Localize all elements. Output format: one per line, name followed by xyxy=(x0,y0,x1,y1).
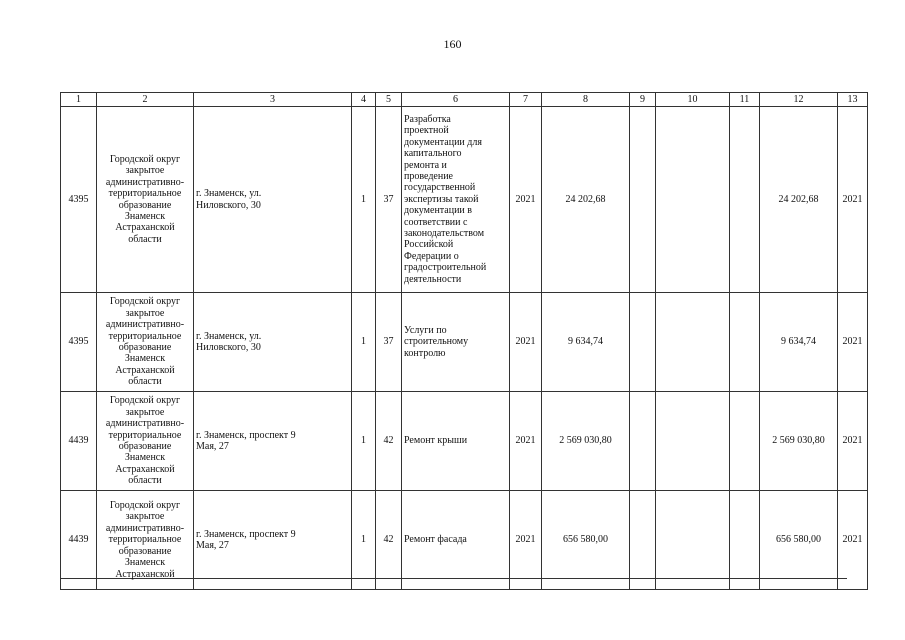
col-header: 13 xyxy=(838,93,868,107)
data-table xyxy=(60,92,868,590)
table-row xyxy=(61,107,868,293)
line: Астраханской xyxy=(115,568,175,580)
line: г. Знаменск, ул. xyxy=(196,188,262,200)
cell-col12: 24 202,68 xyxy=(760,107,838,293)
cell-col10 xyxy=(656,293,730,392)
line: образование xyxy=(118,342,172,353)
line: Ниловского, 30 xyxy=(196,199,261,211)
line: образование xyxy=(118,441,172,452)
cell-col4: 1 xyxy=(352,107,376,293)
col-header: 12 xyxy=(760,93,838,107)
cell-number: 4395 xyxy=(61,293,97,392)
line: Городской округ xyxy=(109,296,181,308)
line: закрытое xyxy=(125,307,165,319)
line: г. Знаменск, ул. xyxy=(196,330,262,342)
cell-col11 xyxy=(730,107,760,293)
cell-col12: 9 634,74 xyxy=(760,293,838,392)
cell-col13: 2021 xyxy=(838,293,868,392)
cell-col13: 2021 xyxy=(838,107,868,293)
col-header: 2 xyxy=(97,93,194,107)
col-header: 8 xyxy=(542,93,630,107)
cell-col11 xyxy=(730,293,760,392)
line: закрытое xyxy=(125,406,165,418)
line: административно- xyxy=(105,418,185,430)
cell-address xyxy=(194,392,352,491)
line: законодательством xyxy=(404,228,485,240)
cell-col12: 656 580,00 xyxy=(760,491,838,590)
line: проведение xyxy=(404,170,453,182)
line: административно- xyxy=(105,176,185,188)
line: Ремонт фасада xyxy=(404,534,467,546)
cell-col9 xyxy=(630,491,656,590)
line: области xyxy=(128,233,162,245)
line: административно- xyxy=(105,319,185,331)
cell-amount: 2 569 030,80 xyxy=(542,392,630,491)
cell-work-type xyxy=(402,293,510,392)
line: строительному xyxy=(404,336,469,348)
cell-number: 4439 xyxy=(61,491,97,590)
page-number: 160 xyxy=(443,37,462,51)
cell-number: 4395 xyxy=(61,107,97,293)
cell-col5: 37 xyxy=(376,107,402,293)
cell-col5: 37 xyxy=(376,293,402,392)
line: контролю xyxy=(404,347,446,359)
line: Знаменск xyxy=(124,210,166,222)
line: образование xyxy=(118,545,172,557)
cell-year: 2021 xyxy=(510,491,542,590)
line: капитального xyxy=(404,148,462,160)
line: экспертизы такой xyxy=(404,193,479,205)
cell-col4: 1 xyxy=(352,392,376,491)
line: территориальное xyxy=(108,188,182,200)
cell-col11 xyxy=(730,491,760,590)
cell-number: 4439 xyxy=(61,392,97,491)
cell-col9 xyxy=(630,293,656,392)
cell-owner xyxy=(97,392,194,491)
cell-address xyxy=(194,491,352,590)
col-header: 3 xyxy=(194,93,352,107)
col-header: 9 xyxy=(630,93,656,107)
cell-year: 2021 xyxy=(510,392,542,491)
line: деятельности xyxy=(404,273,462,285)
line: Знаменск xyxy=(124,353,166,365)
cell-work-type xyxy=(402,107,510,293)
cell-col11 xyxy=(730,392,760,491)
line: г. Знаменск, проспект 9 xyxy=(196,429,296,441)
line: г. Знаменск, проспект 9 xyxy=(196,528,296,540)
cell-work-type xyxy=(402,491,510,590)
line: документации в xyxy=(404,205,472,217)
line: проектной xyxy=(404,125,449,137)
cell-owner xyxy=(97,107,194,293)
line: образование xyxy=(118,199,172,211)
line: закрытое xyxy=(125,165,165,177)
cell-col5: 42 xyxy=(376,491,402,590)
cell-amount: 656 580,00 xyxy=(542,491,630,590)
table-container xyxy=(60,92,863,580)
table-row xyxy=(61,491,868,590)
cell-col10 xyxy=(656,107,730,293)
cell-year: 2021 xyxy=(510,293,542,392)
line: Услуги по xyxy=(404,324,447,336)
col-header: 7 xyxy=(510,93,542,107)
header-row xyxy=(61,93,868,107)
col-header: 10 xyxy=(656,93,730,107)
line: градостроительной xyxy=(404,262,487,274)
cell-col12: 2 569 030,80 xyxy=(760,392,838,491)
cell-col10 xyxy=(656,491,730,590)
col-header: 11 xyxy=(730,93,760,107)
cell-col9 xyxy=(630,107,656,293)
table-row xyxy=(61,392,868,491)
line: Разработка xyxy=(404,113,451,125)
table-row xyxy=(61,293,868,392)
line: Городской округ xyxy=(109,500,181,512)
line: территориальное xyxy=(108,429,182,441)
cell-col10 xyxy=(656,392,730,491)
line: области xyxy=(128,475,162,487)
cell-year: 2021 xyxy=(510,107,542,293)
line: административно- xyxy=(105,522,185,534)
line: области xyxy=(128,376,162,388)
line: территориальное xyxy=(108,534,182,546)
cell-col13: 2021 xyxy=(838,491,868,590)
col-header: 6 xyxy=(402,93,510,107)
line: Российской xyxy=(404,239,454,251)
cell-work-type xyxy=(402,392,510,491)
cell-col9 xyxy=(630,392,656,491)
line: Астраханской xyxy=(115,364,175,376)
line: Мая, 27 xyxy=(196,441,229,452)
cell-amount: 9 634,74 xyxy=(542,293,630,392)
line: Федерации о xyxy=(404,250,459,262)
cell-address xyxy=(194,107,352,293)
line: Городской округ xyxy=(109,395,181,407)
line: документации для xyxy=(404,136,482,148)
cell-address xyxy=(194,293,352,392)
line: Городской округ xyxy=(109,153,181,165)
line: Астраханской xyxy=(115,222,175,234)
line: закрытое xyxy=(125,511,165,523)
line: Знаменск xyxy=(124,452,166,464)
line: ремонта и xyxy=(404,159,447,171)
line: Астраханской xyxy=(115,463,175,475)
cell-col4: 1 xyxy=(352,491,376,590)
col-header: 5 xyxy=(376,93,402,107)
col-header: 4 xyxy=(352,93,376,107)
col-header: 1 xyxy=(61,93,97,107)
line: Ремонт крыши xyxy=(404,435,468,447)
cell-owner xyxy=(97,491,194,590)
line: Мая, 27 xyxy=(196,540,229,551)
line: Знаменск xyxy=(124,557,166,569)
line: государственной xyxy=(404,182,476,194)
cell-col13: 2021 xyxy=(838,392,868,491)
line: Ниловского, 30 xyxy=(196,342,261,353)
line: территориальное xyxy=(108,330,182,342)
cell-col5: 42 xyxy=(376,392,402,491)
cell-owner xyxy=(97,293,194,392)
line: соответствии с xyxy=(404,216,468,228)
cell-amount: 24 202,68 xyxy=(542,107,630,293)
cell-col4: 1 xyxy=(352,293,376,392)
